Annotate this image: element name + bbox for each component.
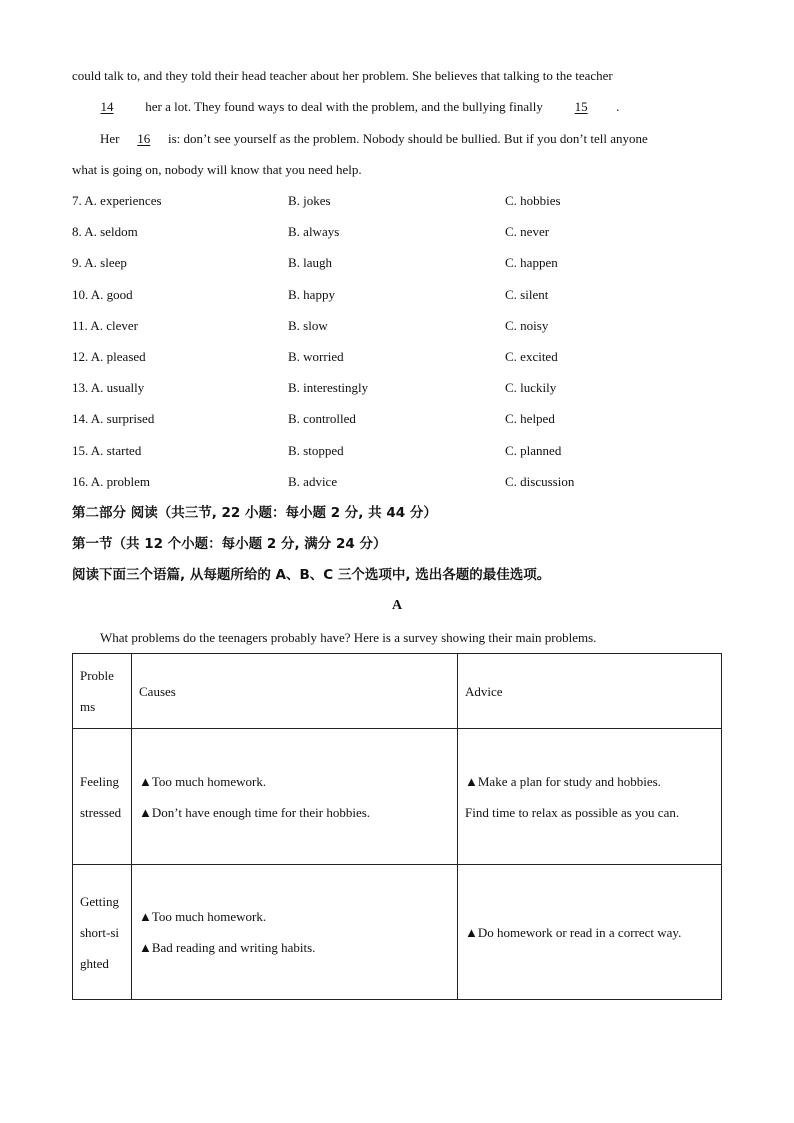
option-a: 7. A. experiences (72, 193, 162, 208)
option-a: 8. A. seldom (72, 224, 138, 239)
option-a: 16. A. problem (72, 474, 150, 489)
question-16 (72, 473, 732, 491)
passage-line-2-text: her a lot. They found ways to deal with the problem, and the bullying finally (145, 99, 543, 114)
question-12 (72, 348, 732, 366)
option-c: C. discussion (505, 474, 575, 489)
section-heading-sub-1: 第一节（共 12 个小题：每小题 2 分, 满分 24 分） (72, 536, 387, 552)
option-b: B. jokes (288, 193, 331, 208)
cause-item: ▲Too much homework. (139, 773, 267, 789)
passage-line-1: could talk to, and they told their head teacher about her problem. She believes that talking to the teacher (72, 68, 613, 83)
question-10 (72, 286, 732, 304)
option-c: C. happen (505, 255, 558, 270)
causes-cell (132, 865, 458, 1000)
passage-line-3-end: is: don’t see yourself as the problem. Nobody should be bullied. But if you don’t tell anyone (168, 131, 648, 146)
passage-line-2-end: . (616, 99, 620, 114)
option-b: B. laugh (288, 255, 333, 270)
passage-letter: A (391, 598, 403, 613)
passage-line-3-start: Her (100, 131, 120, 146)
question-8 (72, 223, 732, 241)
option-c: C. noisy (505, 318, 549, 333)
option-b: B. interestingly (288, 380, 369, 395)
passage-intro: What problems do the teenagers probably have? Here is a survey showing their main problems. (100, 630, 597, 645)
option-b: B. controlled (288, 411, 356, 426)
question-13 (72, 379, 732, 397)
option-a: 13. A. usually (72, 380, 145, 395)
causes-cell (132, 729, 458, 865)
option-a: 10. A. good (72, 287, 133, 302)
section-heading-part-2: 第二部分 阅读（共三节, 22 小题：每小题 2 分, 共 44 分） (72, 505, 437, 521)
cause-item: ▲Too much homework. (139, 909, 267, 924)
option-b: B. worried (288, 349, 344, 364)
blank-14: 14 (100, 99, 114, 114)
survey-table (72, 653, 722, 1000)
cause-item: ▲Bad reading and writing habits. (139, 940, 316, 955)
advice-cell (458, 865, 722, 1000)
question-9 (72, 254, 732, 272)
option-c: C. luckily (505, 380, 557, 395)
problem-cell: Getting short-sighted (73, 865, 132, 1000)
question-11 (72, 317, 732, 335)
passage-line-2 (72, 98, 619, 116)
option-c: C. hobbies (505, 193, 561, 208)
advice-cell (458, 729, 722, 865)
option-a: 12. A. pleased (72, 349, 146, 364)
option-c: C. planned (505, 443, 562, 458)
passage-line-4: what is going on, nobody will know that you need help. (72, 162, 362, 177)
advice-item: ▲Make a plan for study and hobbies. (465, 773, 661, 789)
blank-15: 15 (574, 99, 588, 114)
question-7 (72, 192, 732, 210)
option-a: 9. A. sleep (72, 255, 127, 270)
option-b: B. always (288, 224, 340, 239)
table-header-row (73, 654, 722, 729)
advice-item: ▲Do homework or read in a correct way. (465, 924, 682, 940)
problem-cell: Feeling stressed (73, 729, 132, 865)
advice-item: Find time to relax as possible as you can. (465, 804, 680, 820)
cause-item: ▲Don’t have enough time for their hobbies. (139, 804, 371, 820)
option-a: 15. A. started (72, 443, 142, 458)
table-row (73, 729, 722, 865)
option-b: B. stopped (288, 443, 344, 458)
table-row (73, 865, 722, 1000)
option-c: C. silent (505, 287, 549, 302)
header-advice: Advice (458, 654, 722, 729)
header-problems: Problems (73, 654, 132, 729)
passage-line-3 (100, 130, 648, 148)
option-c: C. excited (505, 349, 558, 364)
option-b: B. advice (288, 474, 338, 489)
question-15 (72, 442, 732, 460)
option-c: C. never (505, 224, 550, 239)
header-causes: Causes (132, 654, 458, 729)
option-a: 14. A. surprised (72, 411, 155, 426)
option-b: B. happy (288, 287, 335, 302)
reading-instruction: 阅读下面三个语篇, 从每题所给的 A、B、C 三个选项中, 选出各题的最佳选项。 (72, 567, 551, 583)
question-14 (72, 410, 732, 428)
option-c: C. helped (505, 411, 555, 426)
option-a: 11. A. clever (72, 318, 138, 333)
blank-16: 16 (137, 131, 151, 146)
option-b: B. slow (288, 318, 328, 333)
